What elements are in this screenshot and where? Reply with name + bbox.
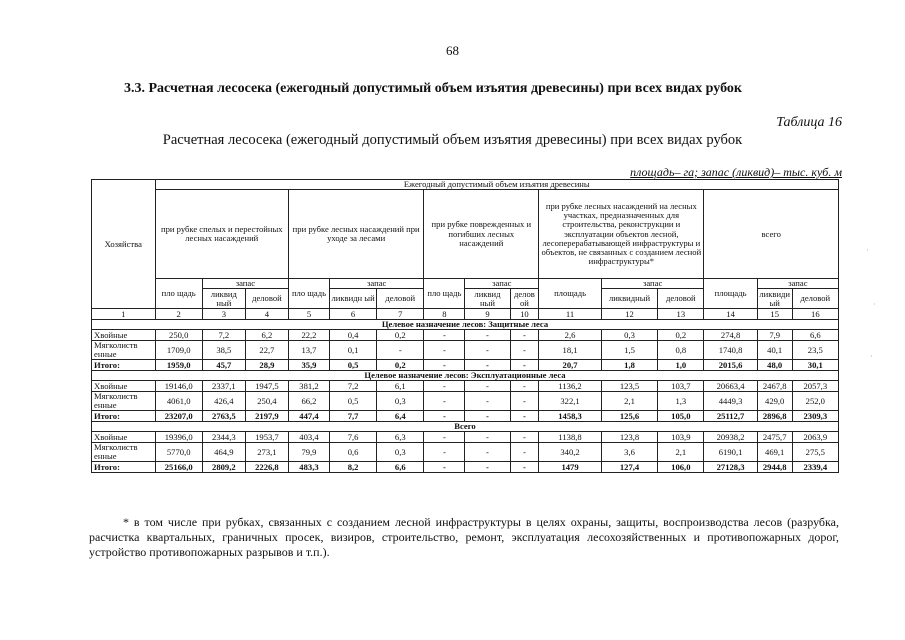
- units-note: площадь– га; запас (ликвид)– тыс. куб. м: [630, 165, 842, 179]
- table-cell: -: [510, 341, 539, 360]
- column-number: 9: [465, 309, 510, 320]
- table-cell: -: [424, 443, 465, 462]
- table-cell: -: [424, 432, 465, 443]
- subheader-area: пло щадь: [155, 279, 202, 309]
- row-label: Итого:: [92, 462, 156, 473]
- table-body: [92, 320, 839, 473]
- table-cell: 0,3: [377, 392, 424, 411]
- table-cell: 20,7: [539, 360, 602, 371]
- table-cell: 403,4: [288, 432, 329, 443]
- footnote: * в том числе при рубках, связанных с созданием лесной инфраструктуры в целях охраны, защиты, воспроизводства лесов (разрубка, расчистка квартальных, граничных просек, визиров, строительство, ремонт, эксплуатация лесохозяйственных и противопожарных дорог, устройство противопожарных разрывов и т.п.).: [89, 515, 839, 559]
- table-cell: 79,9: [288, 443, 329, 462]
- table-cell: 7,9: [757, 330, 792, 341]
- table-cell: -: [465, 392, 510, 411]
- table-total-row: [92, 462, 839, 473]
- table-cell: 1479: [539, 462, 602, 473]
- table-cell: 25166,0: [155, 462, 202, 473]
- table-cell: 18,1: [539, 341, 602, 360]
- table-cell: 340,2: [539, 443, 602, 462]
- subheader-delovoy: деловой: [658, 289, 704, 309]
- table-cell: 2809,2: [202, 462, 245, 473]
- table-cell: 250,4: [245, 392, 288, 411]
- table-cell: 23,5: [792, 341, 838, 360]
- table-cell: 7,6: [329, 432, 376, 443]
- column-number: 5: [288, 309, 329, 320]
- table-cell: 6,6: [792, 330, 838, 341]
- subheader-liquid: ликвидн ый: [329, 289, 376, 309]
- table-cell: 1136,2: [539, 381, 602, 392]
- table-cell: 125,6: [601, 411, 657, 422]
- table-cell: 30,1: [792, 360, 838, 371]
- table-cell: -: [510, 411, 539, 422]
- row-label: Мягколиств енные: [92, 392, 156, 411]
- column-number: 3: [202, 309, 245, 320]
- scan-noise: ·: [873, 300, 876, 309]
- table-cell: 1,3: [658, 392, 704, 411]
- table-cell: 123,8: [601, 432, 657, 443]
- table-cell: 0,5: [329, 360, 376, 371]
- table-row: [92, 432, 839, 443]
- column-number: 1: [92, 309, 156, 320]
- table-cell: 2,1: [601, 392, 657, 411]
- section-heading: 3.3. Расчетная лесосека (ежегодный допустимый объем изъятия древесины) при всех видах рубок: [124, 81, 742, 96]
- group-header-damaged: при рубке поврежденных и погибших лесных насаждений: [424, 190, 539, 279]
- table-cell: 105,0: [658, 411, 704, 422]
- table-cell: 0,6: [329, 443, 376, 462]
- group-header-care: при рубке лесных насаждений при уходе за лесами: [288, 190, 423, 279]
- table-cell: -: [424, 381, 465, 392]
- row-label: Хвойные: [92, 432, 156, 443]
- table-cell: 2057,3: [792, 381, 838, 392]
- subheader-liquid: ликвидный: [601, 289, 657, 309]
- col-header-farm: Хозяйства: [92, 180, 156, 309]
- table-cell: -: [424, 360, 465, 371]
- table-row: [92, 443, 839, 462]
- table-cell: 1959,0: [155, 360, 202, 371]
- column-number: 8: [424, 309, 465, 320]
- page-number: 68: [446, 43, 459, 58]
- subheader-delovoy: деловой: [377, 289, 424, 309]
- table-cell: 1,0: [658, 360, 704, 371]
- table-cell: -: [465, 381, 510, 392]
- table-cell: 469,1: [757, 443, 792, 462]
- table-cell: 22,2: [288, 330, 329, 341]
- table-cell: 273,1: [245, 443, 288, 462]
- table-cell: -: [465, 330, 510, 341]
- table-cell: 0,2: [377, 330, 424, 341]
- table-row: [92, 381, 839, 392]
- table-cell: 2,1: [658, 443, 704, 462]
- table-cell: 2226,8: [245, 462, 288, 473]
- table-cell: 0,1: [329, 341, 376, 360]
- table-cell: 2015,6: [704, 360, 757, 371]
- table-cell: 2197,9: [245, 411, 288, 422]
- column-number: 10: [510, 309, 539, 320]
- table-cell: 28,9: [245, 360, 288, 371]
- table-cell: 13,7: [288, 341, 329, 360]
- group-header-total: всего: [704, 190, 839, 279]
- table-cell: 2339,4: [792, 462, 838, 473]
- table-cell: 1953,7: [245, 432, 288, 443]
- table-cell: 252,0: [792, 392, 838, 411]
- table-label: Таблица 16: [776, 115, 842, 130]
- subheader-delovoy: деловой: [792, 289, 838, 309]
- table-cell: 6,2: [245, 330, 288, 341]
- section-title: Целевое назначение лесов: Защитные леса: [92, 320, 839, 330]
- table-cell: 127,4: [601, 462, 657, 473]
- table-cell: 274,8: [704, 330, 757, 341]
- table-cell: 1947,5: [245, 381, 288, 392]
- table-cell: -: [465, 462, 510, 473]
- table-cell: -: [465, 360, 510, 371]
- column-number: 13: [658, 309, 704, 320]
- table-cell: 2,6: [539, 330, 602, 341]
- column-number: 4: [245, 309, 288, 320]
- table-cell: 250,0: [155, 330, 202, 341]
- table-cell: 2475,7: [757, 432, 792, 443]
- table-cell: 6190,1: [704, 443, 757, 462]
- row-label: Итого:: [92, 360, 156, 371]
- column-number: 15: [757, 309, 792, 320]
- table-cell: 19146,0: [155, 381, 202, 392]
- section-title: Всего: [92, 422, 839, 432]
- row-label: Мягколиств енные: [92, 341, 156, 360]
- col-header-top: Ежегодный допустимый объем изъятия древесины: [155, 180, 838, 190]
- table-cell: -: [424, 341, 465, 360]
- subheader-zapas: запас: [601, 279, 704, 289]
- table-row: [92, 392, 839, 411]
- table-cell: 0,2: [377, 360, 424, 371]
- column-number: 2: [155, 309, 202, 320]
- table-cell: 447,4: [288, 411, 329, 422]
- subheader-delovoy: делов ой: [510, 289, 539, 309]
- table-cell: 20663,4: [704, 381, 757, 392]
- column-number: 7: [377, 309, 424, 320]
- subheader-liquid: ликвиди ый: [757, 289, 792, 309]
- table-cell: -: [510, 381, 539, 392]
- table-cell: 6,3: [377, 432, 424, 443]
- table-cell: 106,0: [658, 462, 704, 473]
- table-cell: -: [465, 443, 510, 462]
- column-number: 12: [601, 309, 657, 320]
- subheader-area: пло щадь: [288, 279, 329, 309]
- subheader-zapas: запас: [757, 279, 838, 289]
- table-cell: -: [424, 392, 465, 411]
- table-cell: 20938,2: [704, 432, 757, 443]
- table-cell: 6,4: [377, 411, 424, 422]
- table-cell: 45,7: [202, 360, 245, 371]
- table-row: [92, 330, 839, 341]
- table-cell: 381,2: [288, 381, 329, 392]
- table-cell: 275,5: [792, 443, 838, 462]
- table-cell: 1,8: [601, 360, 657, 371]
- table-cell: -: [465, 341, 510, 360]
- table-cell: 5770,0: [155, 443, 202, 462]
- table-cell: 27128,3: [704, 462, 757, 473]
- table-cell: 103,7: [658, 381, 704, 392]
- table-cell: 6,1: [377, 381, 424, 392]
- table-cell: 7,2: [202, 330, 245, 341]
- table-cell: 0,3: [601, 330, 657, 341]
- table-cell: -: [510, 443, 539, 462]
- table-cell: -: [510, 392, 539, 411]
- table-cell: 4449,3: [704, 392, 757, 411]
- table-cell: 0,3: [377, 443, 424, 462]
- table-cell: 1,5: [601, 341, 657, 360]
- table-cell: 22,7: [245, 341, 288, 360]
- table-row: [92, 341, 839, 360]
- table-cell: 2944,8: [757, 462, 792, 473]
- row-label: Хвойные: [92, 330, 156, 341]
- table-cell: 38,5: [202, 341, 245, 360]
- table-cell: 103,9: [658, 432, 704, 443]
- subheader-zapas: запас: [202, 279, 288, 289]
- subheader-liquid: ликвид ный: [465, 289, 510, 309]
- table-cell: 23207,0: [155, 411, 202, 422]
- subheader-delovoy: деловой: [245, 289, 288, 309]
- table-cell: 3,6: [601, 443, 657, 462]
- row-label: Хвойные: [92, 381, 156, 392]
- table-cell: 2309,3: [792, 411, 838, 422]
- table-cell: 1740,8: [704, 341, 757, 360]
- table-cell: 1138,8: [539, 432, 602, 443]
- column-number: 14: [704, 309, 757, 320]
- column-number: 16: [792, 309, 838, 320]
- group-header-mature: при рубке спелых и перестойных лесных насаждений: [155, 190, 288, 279]
- subheader-zapas: запас: [329, 279, 423, 289]
- table-cell: 66,2: [288, 392, 329, 411]
- section-row: [92, 422, 839, 432]
- column-number: 6: [329, 309, 376, 320]
- table-cell: 2063,9: [792, 432, 838, 443]
- table-cell: 25112,7: [704, 411, 757, 422]
- subheader-area: площадь: [704, 279, 757, 309]
- table-cell: 0,2: [658, 330, 704, 341]
- table-cell: 2344,3: [202, 432, 245, 443]
- table-total-row: [92, 411, 839, 422]
- table-cell: 7,2: [329, 381, 376, 392]
- table-cell: 2467,8: [757, 381, 792, 392]
- table-cell: 35,9: [288, 360, 329, 371]
- table-cell: -: [424, 411, 465, 422]
- scan-noise: ·: [866, 246, 869, 255]
- table-cell: -: [377, 341, 424, 360]
- column-number-row: [92, 309, 839, 320]
- table-cell: 429,0: [757, 392, 792, 411]
- row-label: Мягколиств енные: [92, 443, 156, 462]
- table-cell: 1458,3: [539, 411, 602, 422]
- table-cell: 2896,8: [757, 411, 792, 422]
- table-cell: 40,1: [757, 341, 792, 360]
- table-cell: 4061,0: [155, 392, 202, 411]
- subheader-area: пло щадь: [424, 279, 465, 309]
- table-cell: 2337,1: [202, 381, 245, 392]
- table-cell: 322,1: [539, 392, 602, 411]
- table-cell: -: [465, 411, 510, 422]
- table-cell: 48,0: [757, 360, 792, 371]
- table-cell: -: [465, 432, 510, 443]
- column-number: 11: [539, 309, 602, 320]
- table-cell: -: [510, 462, 539, 473]
- table-cell: 0,4: [329, 330, 376, 341]
- table-cell: 6,6: [377, 462, 424, 473]
- table-cell: -: [510, 360, 539, 371]
- table-cell: -: [510, 432, 539, 443]
- table-cell: 2763,5: [202, 411, 245, 422]
- section-row: [92, 320, 839, 330]
- table-cell: -: [424, 330, 465, 341]
- table-cell: -: [424, 462, 465, 473]
- scan-noise: ·: [870, 352, 873, 361]
- subheader-liquid: ликвид ный: [202, 289, 245, 309]
- table-cell: 8,2: [329, 462, 376, 473]
- table-cell: 123,5: [601, 381, 657, 392]
- group-header-infrastructure: при рубке лесных насаждений на лесных участках, предназначенных для строительства, реконструкции и эксплуатации объектов лесной, лесоперерабатывающей инфраструктуры и объектов, не связанных с созданием лесной инфраструктуры*: [539, 190, 704, 279]
- table-cell: 19396,0: [155, 432, 202, 443]
- table-cell: 464,9: [202, 443, 245, 462]
- table-cell: 7,7: [329, 411, 376, 422]
- section-title: Целевое назначение лесов: Эксплуатационные леса: [92, 371, 839, 381]
- row-label: Итого:: [92, 411, 156, 422]
- table-cell: 1709,0: [155, 341, 202, 360]
- table-title: Расчетная лесосека (ежегодный допустимый объем изъятия древесины) при всех видах рубок: [162, 132, 743, 148]
- table-cell: 0,8: [658, 341, 704, 360]
- table-cell: 0,5: [329, 392, 376, 411]
- table-cell: 426,4: [202, 392, 245, 411]
- subheader-zapas: запас: [465, 279, 539, 289]
- section-row: [92, 371, 839, 381]
- allowable-cut-table: [91, 179, 839, 473]
- subheader-area: площадь: [539, 279, 602, 309]
- table-cell: 483,3: [288, 462, 329, 473]
- table-total-row: [92, 360, 839, 371]
- table-cell: -: [510, 330, 539, 341]
